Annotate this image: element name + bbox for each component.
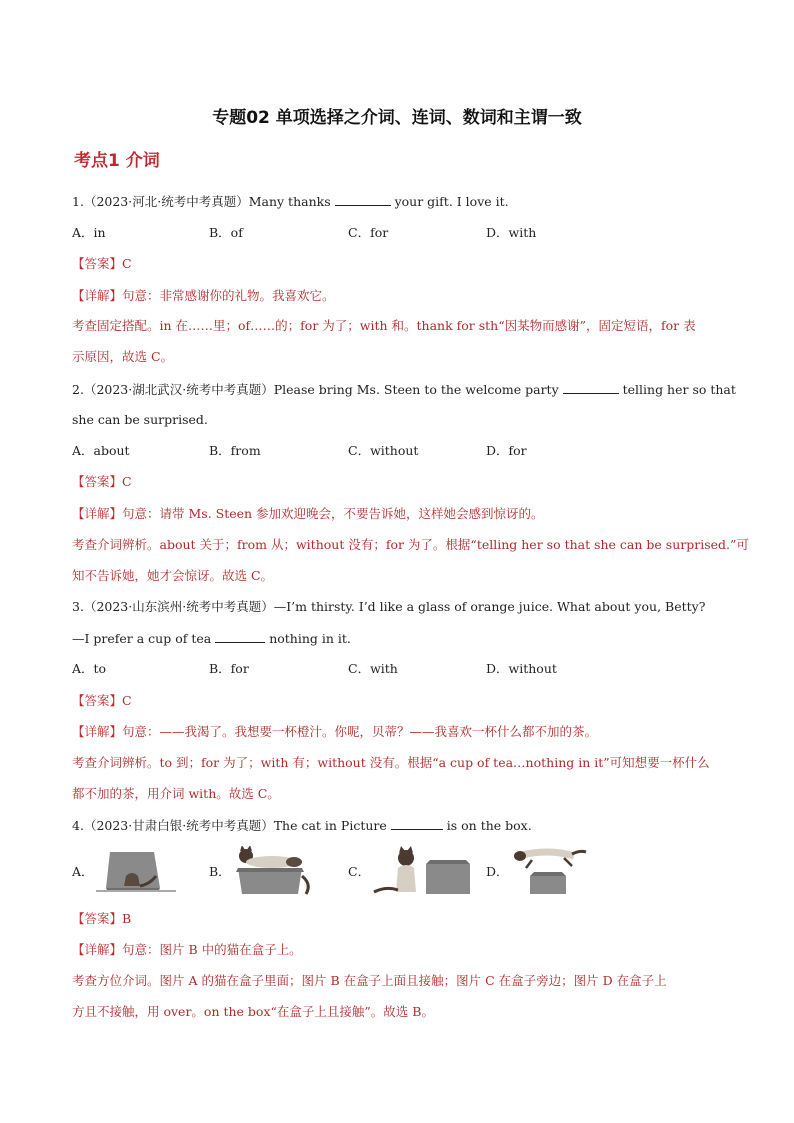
option-a: A．about xyxy=(72,443,130,458)
detail-text: 句意：非常感谢你的礼物。我喜欢它。 xyxy=(122,288,335,303)
answer-blank xyxy=(391,817,443,830)
answer-line xyxy=(72,474,132,490)
explanation-line: 示原因，故选 C。 xyxy=(72,349,174,364)
option-c: C．with xyxy=(348,661,398,676)
option-b: B．from xyxy=(209,443,261,458)
stem-text: The cat in Picture xyxy=(273,818,387,833)
stem-continuation xyxy=(72,630,351,647)
question-3-stem xyxy=(72,599,705,615)
detail-line xyxy=(72,942,302,958)
question-number: 2. xyxy=(72,382,84,397)
answer-value: C xyxy=(122,256,132,271)
detail-line xyxy=(72,288,335,304)
question-4-stem xyxy=(72,817,532,834)
option-b: B．for xyxy=(209,661,249,676)
section-title: 考点1 介词 xyxy=(74,151,160,171)
answer-line xyxy=(72,911,131,927)
question-source: （2023·山东滨州·统考中考真题） xyxy=(83,599,274,614)
option-d: D．for xyxy=(486,443,527,458)
answer-label: 【答案】 xyxy=(72,256,123,271)
answer-line xyxy=(72,256,132,272)
explanation-line: 考查方位介词。图片 A 的猫在盒子里面；图片 B 在盒子上面且接触；图片 C 在盒子旁边；图片 D 在盒子上 xyxy=(72,973,667,988)
answer-blank xyxy=(215,630,265,643)
explanation-line: 方且不接触，用 over。on the box“在盒子上且接触”。故选 B。 xyxy=(72,1004,434,1019)
stem-text: your gift. I love it. xyxy=(394,194,509,209)
stem-text: —I’m thirsty. I’d like a glass of orange juice. What about you, Betty? xyxy=(273,599,706,614)
stem-text: telling her so that xyxy=(622,382,736,397)
detail-line xyxy=(72,724,597,740)
answer-label: 【答案】 xyxy=(72,474,123,489)
option-a: A．in xyxy=(72,225,106,240)
question-1-stem xyxy=(72,193,509,210)
question-source: （2023·河北·统考中考真题） xyxy=(83,194,249,209)
explanation-line: 考查固定搭配。in 在……里；of……的；for 为了；with 和。thank for sth“因某物而感谢”，固定短语，for 表 xyxy=(72,318,696,333)
explanation-line: 考查介词辨析。to 到；for 为了；with 有；without 没有。根据“a cup of tea…nothing in it”可知想要一杯什么 xyxy=(72,755,710,770)
option-c: C． xyxy=(348,864,371,879)
option-d: D．without xyxy=(486,661,557,676)
question-source: （2023·湖北武汉·统考中考真题） xyxy=(83,382,274,397)
detail-label: 【详解】 xyxy=(72,942,123,957)
stem-text: Many thanks xyxy=(248,194,331,209)
answer-label: 【答案】 xyxy=(72,693,123,708)
page-title: 专题02 单项选择之介词、连词、数词和主谓一致 xyxy=(212,108,582,128)
answer-value: C xyxy=(122,474,132,489)
picture-b-cat-on-box xyxy=(232,846,316,896)
detail-line xyxy=(72,506,544,522)
answer-value: C xyxy=(122,693,132,708)
explanation-line: 都不加的茶，用介词 with。故选 C。 xyxy=(72,786,280,801)
option-d: D． xyxy=(486,864,509,879)
explanation-line: 考查介词辨析。about 关于；from 从；without 没有；for 为了。根据“telling her so that she can be surprised.”可 xyxy=(72,537,749,552)
picture-d-cat-over-box xyxy=(512,846,588,896)
option-a: A． xyxy=(72,864,94,879)
answer-blank xyxy=(335,193,391,206)
question-source: （2023·甘肃白银·统考中考真题） xyxy=(83,818,274,833)
answer-blank xyxy=(563,381,619,394)
detail-text: 句意：图片 B 中的猫在盒子上。 xyxy=(122,942,302,957)
stem-text: —I prefer a cup of tea xyxy=(72,631,212,646)
question-number: 3. xyxy=(72,599,84,614)
stem-continuation: she can be surprised. xyxy=(72,412,208,427)
question-number: 4. xyxy=(72,818,84,833)
picture-a-cat-in-box xyxy=(96,846,176,894)
answer-label: 【答案】 xyxy=(72,911,123,926)
question-2-stem xyxy=(72,381,736,398)
detail-label: 【详解】 xyxy=(72,724,123,739)
option-d: D．with xyxy=(486,225,537,240)
detail-text: 句意：——我渴了。我想要一杯橙汁。你呢，贝蒂？——我喜欢一杯什么都不加的茶。 xyxy=(122,724,598,739)
option-b: B．of xyxy=(209,225,243,240)
question-number: 1. xyxy=(72,194,84,209)
option-b: B． xyxy=(209,864,231,879)
option-a: A．to xyxy=(72,661,107,676)
detail-label: 【详解】 xyxy=(72,506,123,521)
stem-text: is on the box. xyxy=(446,818,532,833)
option-c: C．for xyxy=(348,225,389,240)
answer-value: B xyxy=(122,911,132,926)
detail-label: 【详解】 xyxy=(72,288,123,303)
explanation-line: 知不告诉她，她才会惊讶。故选 C。 xyxy=(72,568,274,583)
detail-text: 句意：请带 Ms. Steen 参加欢迎晚会，不要告诉她，这样她会感到惊讶的。 xyxy=(122,506,544,521)
picture-c-cat-beside-box xyxy=(370,846,474,896)
answer-line xyxy=(72,693,132,709)
stem-text: Please bring Ms. Steen to the welcome party xyxy=(273,382,559,397)
option-c: C．without xyxy=(348,443,419,458)
stem-text: nothing in it. xyxy=(269,631,351,646)
